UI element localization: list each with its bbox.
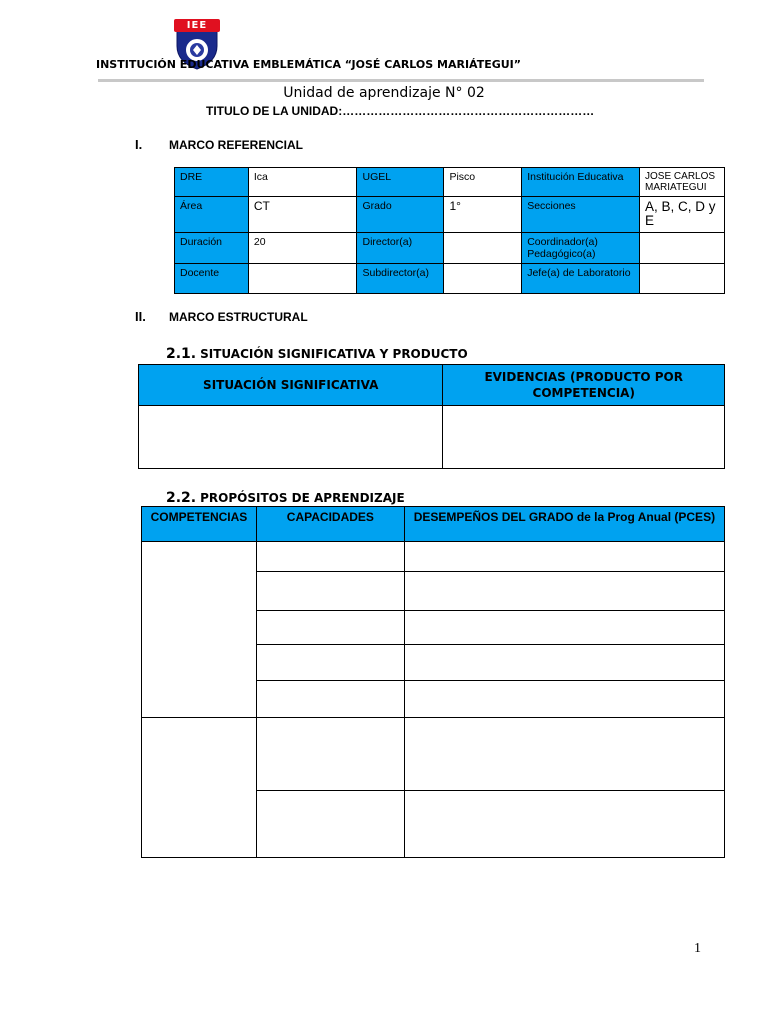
section-1-heading — [135, 137, 303, 152]
table-cell — [256, 611, 404, 645]
table-cell: CT — [248, 197, 357, 233]
table-header: EVIDENCIAS (PRODUCTO POR COMPETENCIA) — [443, 365, 725, 406]
logo-text: IEE — [186, 20, 208, 31]
table-cell — [256, 681, 404, 718]
table-cell — [142, 542, 257, 718]
subsection-2-2-number: 2.2. — [166, 490, 197, 506]
table-row — [142, 542, 725, 572]
table-cell — [404, 542, 724, 572]
section-1-title: MARCO REFERENCIAL — [169, 138, 303, 152]
table-cell: A, B, C, D y E — [640, 197, 725, 233]
table-cell — [142, 718, 257, 858]
table-row — [175, 233, 725, 264]
table-cell — [404, 645, 724, 681]
table-cell: 20 — [248, 233, 357, 264]
table-cell — [640, 264, 725, 294]
table-cell: UGEL — [357, 168, 444, 197]
table-cell: Grado — [357, 197, 444, 233]
section-1-number: I. — [135, 137, 143, 152]
table-cell: Duración — [175, 233, 249, 264]
table-header: COMPETENCIAS — [142, 507, 257, 542]
table-header: DESEMPEÑOS DEL GRADO de la Prog Anual (PCES) — [404, 507, 724, 542]
table-cell — [404, 572, 724, 611]
table-cell: DRE — [175, 168, 249, 197]
subsection-2-1-number: 2.1. — [166, 346, 197, 362]
table-row — [175, 168, 725, 197]
table-row — [139, 365, 725, 406]
section-2-heading — [135, 309, 308, 324]
table-row — [142, 718, 725, 791]
table-cell: Institución Educativa — [522, 168, 640, 197]
page-number: 1 — [694, 941, 701, 956]
table-cell — [443, 406, 725, 469]
propositos-aprendizaje-table — [141, 506, 725, 858]
table-cell: Subdirector(a) — [357, 264, 444, 294]
table-cell — [139, 406, 443, 469]
table-cell — [444, 233, 522, 264]
table-cell — [404, 791, 724, 858]
table-cell — [404, 611, 724, 645]
table-cell: JOSE CARLOS MARIATEGUI — [640, 168, 725, 197]
table-row — [175, 197, 725, 233]
table-cell: Secciones — [522, 197, 640, 233]
table-cell: 1° — [444, 197, 522, 233]
situacion-significativa-table — [138, 364, 725, 469]
document-title: Unidad de aprendizaje N° 02 — [283, 85, 485, 101]
table-row — [142, 507, 725, 542]
table-cell — [256, 645, 404, 681]
table-cell — [256, 791, 404, 858]
table-cell — [256, 718, 404, 791]
table-cell — [444, 264, 522, 294]
section-2-title: MARCO ESTRUCTURAL — [169, 310, 308, 324]
table-header: SITUACIÓN SIGNIFICATIVA — [139, 365, 443, 406]
table-cell: Pisco — [444, 168, 522, 197]
table-cell — [404, 718, 724, 791]
table-row — [139, 406, 725, 469]
institution-name: INSTITUCIÓN EDUCATIVA EMBLEMÁTICA “JOSÉ CARLOS MARIÁTEGUI” — [96, 58, 522, 71]
section-2-number: II. — [135, 309, 146, 324]
subsection-2-2-heading — [166, 490, 405, 506]
table-cell — [404, 681, 724, 718]
marco-referencial-table — [174, 167, 725, 294]
table-cell: Director(a) — [357, 233, 444, 264]
table-cell: Ica — [248, 168, 357, 197]
subsection-2-2-title: PROPÓSITOS DE APRENDIZAJE — [200, 491, 405, 505]
table-cell — [248, 264, 357, 294]
table-cell: Jefe(a) de Laboratorio — [522, 264, 640, 294]
table-cell: Área — [175, 197, 249, 233]
table-cell: Docente — [175, 264, 249, 294]
table-cell: Coordinador(a) Pedagógico(a) — [522, 233, 640, 264]
subsection-2-1-title: SITUACIÓN SIGNIFICATIVA Y PRODUCTO — [200, 347, 468, 361]
header-divider — [98, 79, 704, 82]
unit-title: TITULO DE LA UNIDAD:……………………………………………………… — [206, 104, 595, 118]
table-cell — [256, 542, 404, 572]
table-header: CAPACIDADES — [256, 507, 404, 542]
table-cell — [256, 572, 404, 611]
subsection-2-1-heading — [166, 346, 468, 362]
table-row — [175, 264, 725, 294]
table-cell — [640, 233, 725, 264]
